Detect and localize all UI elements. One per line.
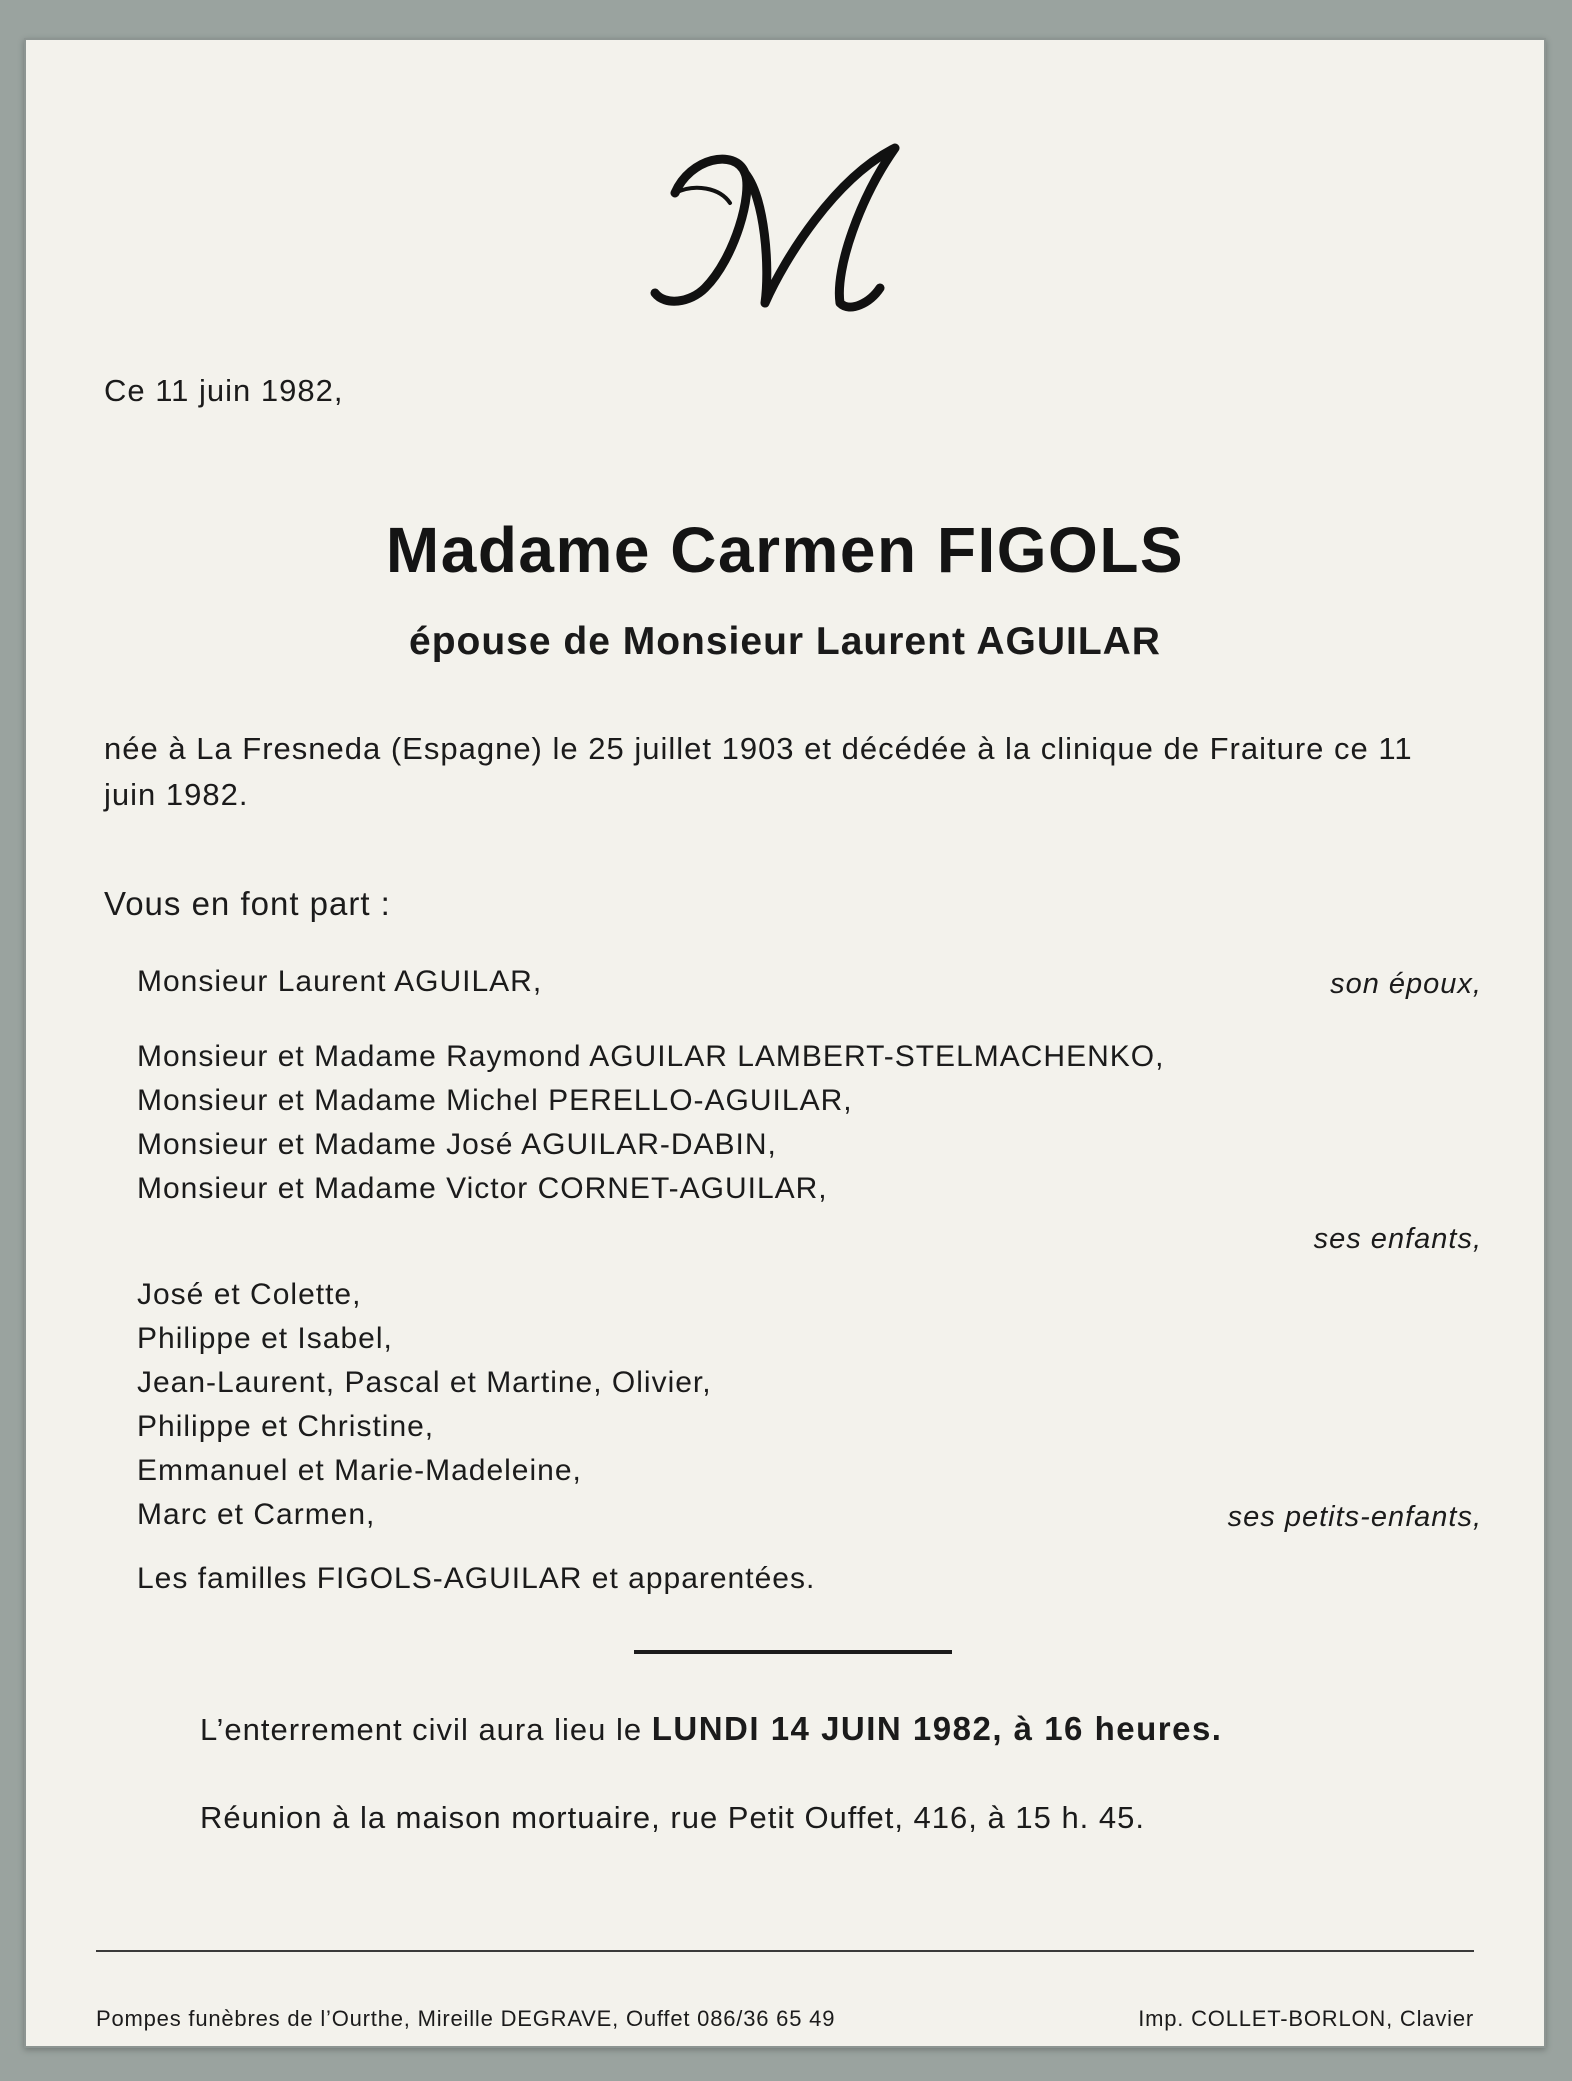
- child-entry: Monsieur et Madame Victor CORNET-AGUILAR,: [137, 1172, 828, 1205]
- funeral-prefix: L’enterrement civil aura lieu le: [200, 1712, 652, 1747]
- relation-spouse: son époux,: [1330, 968, 1482, 1000]
- printer-credit: Imp. COLLET-BORLON, Clavier: [1138, 2006, 1474, 2031]
- monogram-m-icon: [635, 88, 935, 338]
- relation-grandchildren: ses petits-enfants,: [1227, 1501, 1482, 1533]
- deceased-name: Madame Carmen FIGOLS: [385, 514, 1185, 586]
- footer-divider: [96, 1950, 1474, 1952]
- spouse-name: Monsieur Laurent AGUILAR,: [137, 965, 543, 998]
- date-line: Ce 11 juin 1982,: [104, 373, 344, 408]
- grandchild-entry: José et Colette,: [137, 1278, 362, 1311]
- child-entry: Monsieur et Madame Raymond AGUILAR LAMBERT-STELMACHENKO,: [137, 1040, 1165, 1073]
- divider: [634, 1650, 952, 1654]
- meeting-info: Réunion à la maison mortuaire, rue Petit Ouffet, 416, à 15 h. 45.: [200, 1800, 1146, 1835]
- birth-death-text: née à La Fresneda (Espagne) le 25 juillet 1903 et décédée à la clinique de Fraiture ce 11 juin 1982.: [104, 731, 1413, 812]
- relation-children: ses enfants,: [1313, 1223, 1482, 1255]
- child-entry: Monsieur et Madame Michel PERELLO-AGUILAR,: [137, 1084, 853, 1117]
- grandchild-entry: Emmanuel et Marie-Madeleine,: [137, 1454, 582, 1487]
- funeral-datetime: LUNDI 14 JUIN 1982, à 16 heures.: [651, 1710, 1223, 1747]
- announcement-intro: Vous en font part :: [104, 885, 391, 922]
- spouse-line: épouse de Monsieur Laurent AGUILAR: [409, 620, 1161, 663]
- grandchild-entry: Marc et Carmen,: [137, 1498, 376, 1531]
- death-notice-card: [24, 38, 1546, 2048]
- funeral-home-credit: Pompes funèbres de l’Ourthe, Mireille DEGRAVE, Ouffet 086/36 65 49: [96, 2006, 836, 2031]
- families-line: Les familles FIGOLS-AGUILAR et apparentées.: [137, 1562, 816, 1595]
- grandchild-entry: Philippe et Isabel,: [137, 1322, 393, 1355]
- funeral-info: [200, 1710, 1222, 1748]
- monogram-m: [24, 88, 1546, 348]
- grandchild-entry: Jean-Laurent, Pascal et Martine, Olivier,: [137, 1366, 712, 1399]
- grandchild-entry: Philippe et Christine,: [137, 1410, 435, 1443]
- child-entry: Monsieur et Madame José AGUILAR-DABIN,: [137, 1128, 777, 1161]
